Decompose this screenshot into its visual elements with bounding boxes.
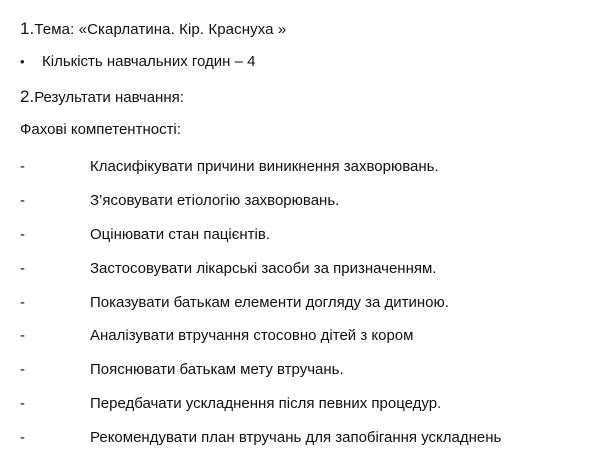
dash-marker: -: [20, 394, 25, 412]
list-item: [20, 184, 501, 218]
competence-heading: Фахові компетентності:: [20, 121, 181, 138]
list-item: [20, 420, 501, 449]
dash-marker: -: [20, 327, 25, 345]
dash-marker: -: [20, 293, 25, 311]
list-item-text: Класифікувати причини виникнення захворювань.: [90, 158, 439, 176]
topic-title: [20, 19, 286, 39]
list-item-text: Аналізувати втручання стосовно дітей з кором: [90, 327, 414, 345]
list-item-text: З’ясовувати етіологію захворювань.: [90, 192, 340, 210]
dash-marker: -: [20, 259, 25, 277]
hours-line: [20, 53, 255, 70]
list-item: [20, 353, 501, 387]
bullet-icon: •: [20, 54, 25, 69]
list-item: [20, 387, 501, 421]
topic-text: Тема: «Скарлатина. Кір. Краснуха »: [34, 21, 287, 38]
list-item-text: Показувати батькам елементи догляду за дитиною.: [90, 293, 449, 311]
dash-marker: -: [20, 428, 25, 446]
list-item-text: Пояснювати батькам мету втручань.: [90, 361, 344, 379]
list-item: [20, 251, 501, 285]
hours-text: Кількість навчальних годин – 4: [42, 53, 256, 70]
competence-list: [20, 150, 501, 449]
list-item: [20, 319, 501, 353]
dash-marker: -: [20, 192, 25, 210]
list-item-text: Передбачати ускладнення після певних процедур.: [90, 394, 442, 412]
list-item: [20, 218, 501, 252]
results-number: 2.: [20, 87, 35, 106]
dash-marker: -: [20, 158, 25, 176]
dash-marker: -: [20, 225, 25, 243]
topic-number: 1.: [20, 19, 35, 38]
results-text: Результати навчання:: [34, 89, 184, 106]
list-item-text: Рекомендувати план втручань для запобігання ускладнень: [90, 428, 502, 446]
dash-marker: -: [20, 361, 25, 379]
list-item-text: Оцінювати стан пацієнтів.: [90, 225, 271, 243]
list-item: [20, 285, 501, 319]
list-item-text: Застосовувати лікарські засоби за призначенням.: [90, 259, 437, 277]
results-heading: [20, 87, 184, 107]
list-item: [20, 150, 501, 184]
